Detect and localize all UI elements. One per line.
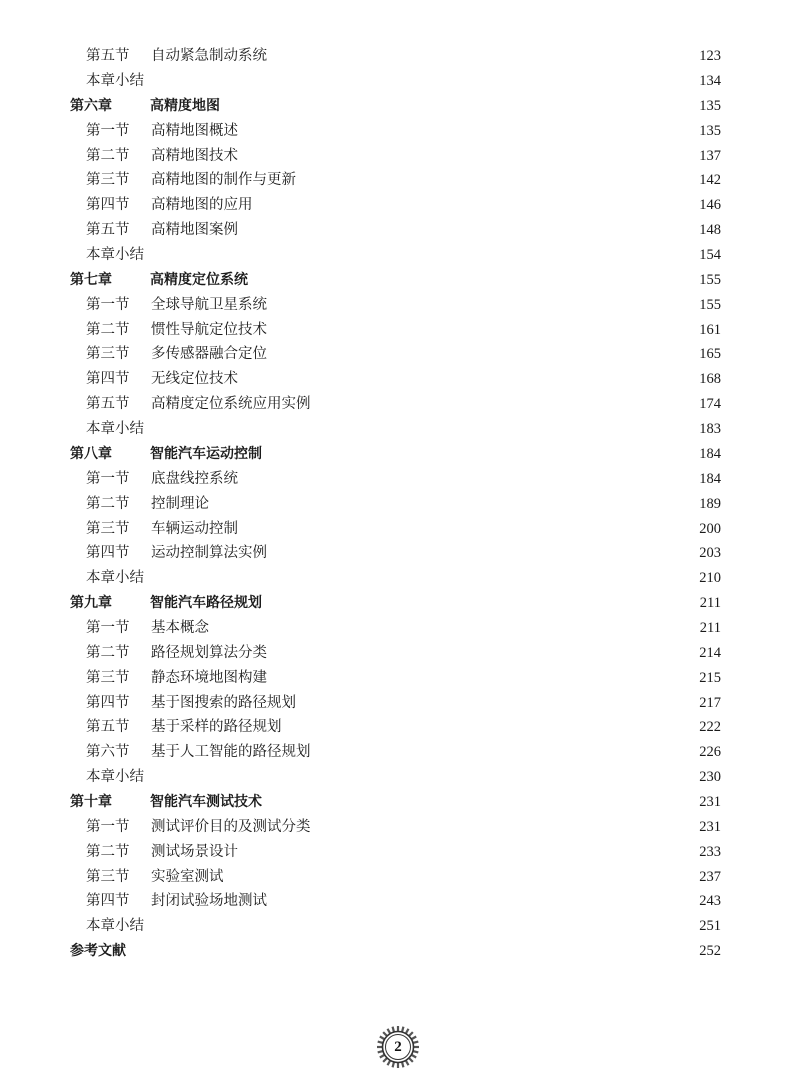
dot-leader	[242, 373, 683, 387]
toc-entry-number: 第三节	[86, 172, 130, 189]
dot-leader	[148, 571, 683, 585]
dot-leader	[242, 124, 683, 138]
toc-entry-label	[86, 770, 144, 785]
toc-entry-title: 本章小结	[86, 73, 144, 90]
toc-page-number: 184	[699, 445, 721, 462]
toc-page-number: 226	[699, 744, 721, 761]
toc-entry-title: 高精度定位系统应用实例	[151, 396, 311, 413]
toc-section-row[interactable]	[0, 193, 790, 218]
toc-entry-label	[70, 99, 220, 113]
dot-leader	[315, 820, 684, 834]
toc-page-number: 243	[699, 893, 721, 910]
toc-section-row[interactable]	[0, 168, 790, 193]
toc-page-number: 203	[699, 545, 721, 562]
dot-leader	[213, 497, 683, 511]
toc-page-number: 211	[699, 595, 721, 612]
dot-leader	[148, 920, 683, 934]
toc-entry-number: 第五节	[86, 48, 130, 65]
toc-page-number: 237	[699, 868, 721, 885]
toc-chapter-row[interactable]	[0, 94, 790, 119]
toc-entry-number: 第一节	[86, 818, 130, 835]
toc-section-row[interactable]	[0, 516, 790, 541]
toc-entry-title: 智能汽车运动控制	[150, 446, 262, 463]
toc-entry-title: 封闭试验场地测试	[151, 893, 267, 910]
toc-section-row[interactable]	[0, 740, 790, 765]
toc-section-row[interactable]	[0, 143, 790, 168]
dot-leader	[286, 721, 684, 735]
toc-section-row[interactable]	[0, 218, 790, 243]
toc-chapter-row[interactable]	[0, 790, 790, 815]
toc-entry-number: 第七章	[70, 272, 112, 289]
toc-section-row[interactable]	[0, 864, 790, 889]
toc-entry-title: 自动紧急制动系统	[151, 48, 267, 65]
toc-entry-title: 智能汽车路径规划	[150, 595, 262, 612]
toc-entry-number: 第二节	[86, 321, 130, 338]
toc-page-number: 210	[699, 570, 721, 587]
toc-entry-title: 静态环境地图构建	[151, 669, 267, 686]
toc-entry-label	[86, 870, 224, 885]
dot-leader	[242, 522, 683, 536]
toc-entry-label	[86, 745, 311, 760]
dot-leader	[315, 397, 684, 411]
toc-section-row[interactable]	[0, 467, 790, 492]
toc-entry-title: 高精地图的制作与更新	[151, 172, 296, 189]
toc-entry-label	[86, 323, 267, 338]
toc-entry-label	[86, 621, 209, 636]
toc-entry-title: 本章小结	[86, 570, 144, 587]
toc-page-number: 252	[699, 943, 721, 960]
toc-entry-number: 第八章	[70, 446, 112, 463]
toc-entry-label	[86, 422, 144, 437]
dot-leader	[228, 870, 684, 884]
toc-entry-number: 第十章	[70, 794, 112, 811]
toc-entry-label	[86, 820, 311, 835]
dot-leader	[224, 99, 683, 113]
toc-section-row[interactable]	[0, 392, 790, 417]
toc-entry-title: 高精度定位系统	[150, 272, 248, 289]
toc-entry-number: 第三节	[86, 868, 130, 885]
toc-entry-number: 第五节	[86, 396, 130, 413]
toc-page-number: 123	[699, 48, 721, 65]
toc-entry-label	[70, 596, 262, 610]
toc-entry-title: 基本概念	[151, 619, 209, 636]
toc-section-row[interactable]	[0, 317, 790, 342]
page-number-badge	[376, 1025, 420, 1069]
toc-page-number: 135	[699, 122, 721, 139]
toc-page-number: 215	[699, 669, 721, 686]
toc-entry-title: 基于人工智能的路径规划	[151, 744, 311, 761]
toc-entry-number: 第六节	[86, 744, 130, 761]
toc-entry-label	[86, 198, 253, 213]
toc-summary-row[interactable]	[0, 243, 790, 268]
toc-entry-label	[86, 919, 144, 934]
toc-references-row[interactable]	[0, 939, 790, 964]
toc-entry-label	[86, 173, 296, 188]
toc-chapter-row[interactable]	[0, 442, 790, 467]
toc-page-number: 217	[699, 694, 721, 711]
toc-section-row[interactable]	[0, 367, 790, 392]
toc-entry-label	[70, 273, 248, 287]
toc-section-row[interactable]	[0, 815, 790, 840]
toc-page-number: 154	[699, 247, 721, 264]
toc-section-row[interactable]	[0, 840, 790, 865]
toc-entry-label	[86, 298, 267, 313]
toc-page-number: 230	[699, 769, 721, 786]
toc-page-number: 214	[699, 644, 721, 661]
toc-entry-label	[86, 49, 267, 64]
toc-summary-row[interactable]	[0, 566, 790, 591]
toc-entry-number: 第二节	[86, 147, 130, 164]
toc-entry-label	[86, 472, 238, 487]
toc-chapter-row[interactable]	[0, 591, 790, 616]
dot-leader	[213, 621, 683, 635]
toc-entry-title: 基于采样的路径规划	[151, 719, 282, 736]
toc-summary-row[interactable]	[0, 417, 790, 442]
toc-page-number: 146	[699, 197, 721, 214]
toc-entry-title: 本章小结	[86, 918, 144, 935]
toc-page-number: 189	[699, 495, 721, 512]
toc-entry-title: 高精地图的应用	[151, 197, 253, 214]
toc-entry-title: 本章小结	[86, 421, 144, 438]
toc-entry-title: 惯性导航定位技术	[151, 321, 267, 338]
toc-entry-label	[86, 223, 238, 238]
toc-page-number: 155	[699, 296, 721, 313]
toc-section-row[interactable]	[0, 641, 790, 666]
toc-entry-label	[86, 646, 267, 661]
toc-entry-label	[86, 894, 267, 909]
table-of-contents	[0, 44, 790, 964]
dot-leader	[271, 547, 683, 561]
toc-entry-title: 底盘线控系统	[151, 470, 238, 487]
toc-page-number: 148	[699, 222, 721, 239]
toc-summary-row[interactable]	[0, 914, 790, 939]
toc-entry-number: 第四节	[86, 893, 130, 910]
dot-leader	[148, 770, 683, 784]
toc-entry-title: 高精度地图	[150, 98, 220, 115]
toc-entry-number: 第三节	[86, 346, 130, 363]
toc-section-row[interactable]	[0, 293, 790, 318]
toc-entry-number: 第四节	[86, 371, 130, 388]
toc-page-number: 165	[699, 346, 721, 363]
toc-entry-label	[86, 372, 238, 387]
toc-entry-number: 第一节	[86, 619, 130, 636]
toc-chapter-row[interactable]	[0, 268, 790, 293]
toc-page-number: 134	[699, 73, 721, 90]
toc-entry-label	[86, 720, 282, 735]
toc-page-number: 142	[699, 172, 721, 189]
toc-entry-title: 无线定位技术	[151, 371, 238, 388]
toc-entry-number: 第五节	[86, 222, 130, 239]
dot-leader	[266, 596, 683, 610]
toc-entry-number: 第四节	[86, 197, 130, 214]
toc-section-row[interactable]	[0, 342, 790, 367]
toc-page-number: 161	[699, 321, 721, 338]
toc-entry-number: 第一节	[86, 122, 130, 139]
toc-page-number: 137	[699, 147, 721, 164]
toc-entry-number: 第五节	[86, 719, 130, 736]
toc-section-row[interactable]	[0, 541, 790, 566]
toc-entry-title: 运动控制算法实例	[151, 545, 267, 562]
toc-entry-title: 多传感器融合定位	[151, 346, 267, 363]
toc-entry-label	[86, 74, 144, 89]
dot-leader	[242, 472, 683, 486]
toc-page-number: 174	[699, 396, 721, 413]
dot-leader	[148, 248, 683, 262]
toc-entry-label	[86, 571, 144, 586]
toc-page-number: 231	[699, 793, 721, 810]
toc-page-number: 211	[699, 619, 721, 636]
toc-entry-label	[86, 497, 209, 512]
dot-leader	[271, 49, 683, 63]
page-number: 2	[394, 1038, 402, 1055]
toc-entry-title: 测试场景设计	[151, 843, 238, 860]
dot-leader	[130, 944, 683, 958]
toc-entry-number: 第一节	[86, 296, 130, 313]
toc-entry-label	[70, 944, 126, 958]
dot-leader	[271, 646, 683, 660]
toc-entry-number: 第一节	[86, 470, 130, 487]
toc-entry-title: 实验室测试	[151, 868, 224, 885]
toc-section-row[interactable]	[0, 44, 790, 69]
toc-section-row[interactable]	[0, 491, 790, 516]
toc-entry-title: 本章小结	[86, 247, 144, 264]
toc-entry-label	[86, 149, 238, 164]
toc-entry-title: 本章小结	[86, 769, 144, 786]
toc-page-number: 200	[699, 520, 721, 537]
toc-entry-title: 控制理论	[151, 495, 209, 512]
toc-entry-title: 测试评价目的及测试分类	[151, 818, 311, 835]
dot-leader	[266, 795, 683, 809]
toc-page-number: 222	[699, 719, 721, 736]
toc-entry-label	[86, 845, 238, 860]
toc-entry-number: 第九章	[70, 595, 112, 612]
toc-page-number: 183	[699, 421, 721, 438]
dot-leader	[300, 696, 683, 710]
toc-page-number: 155	[699, 271, 721, 288]
toc-page-number: 135	[699, 97, 721, 114]
dot-leader	[271, 895, 683, 909]
toc-entry-title: 全球导航卫星系统	[151, 296, 267, 313]
toc-entry-label	[86, 671, 267, 686]
toc-page-number: 233	[699, 843, 721, 860]
toc-entry-title: 高精地图概述	[151, 122, 238, 139]
toc-page-number: 168	[699, 371, 721, 388]
toc-entry-label	[86, 347, 267, 362]
toc-section-row[interactable]	[0, 119, 790, 144]
toc-entry-title: 基于图搜索的路径规划	[151, 694, 296, 711]
dot-leader	[271, 323, 683, 337]
toc-entry-title: 高精地图案例	[151, 222, 238, 239]
toc-page-number: 231	[699, 818, 721, 835]
dot-leader	[315, 745, 684, 759]
dot-leader	[300, 174, 683, 188]
toc-section-row[interactable]	[0, 889, 790, 914]
dot-leader	[271, 671, 683, 685]
toc-summary-row[interactable]	[0, 765, 790, 790]
toc-entry-label	[86, 248, 144, 263]
dot-leader	[242, 845, 683, 859]
dot-leader	[271, 298, 683, 312]
toc-entry-number: 第二节	[86, 843, 130, 860]
toc-entry-number: 第四节	[86, 694, 130, 711]
dot-leader	[242, 223, 683, 237]
toc-page-number: 184	[699, 470, 721, 487]
toc-section-row[interactable]	[0, 665, 790, 690]
dot-leader	[252, 273, 683, 287]
dot-leader	[266, 447, 683, 461]
toc-entry-number: 第二节	[86, 495, 130, 512]
toc-entry-label	[86, 546, 267, 561]
dot-leader	[148, 422, 683, 436]
toc-section-row[interactable]	[0, 690, 790, 715]
toc-section-row[interactable]	[0, 616, 790, 641]
toc-entry-title: 参考文献	[70, 943, 126, 960]
dot-leader	[148, 74, 683, 88]
toc-entry-title: 高精地图技术	[151, 147, 238, 164]
toc-entry-label	[86, 397, 311, 412]
toc-section-row[interactable]	[0, 715, 790, 740]
toc-entry-number: 第六章	[70, 98, 112, 115]
dot-leader	[271, 348, 683, 362]
toc-entry-number: 第三节	[86, 520, 130, 537]
toc-entry-title: 路径规划算法分类	[151, 644, 267, 661]
toc-entry-label	[70, 795, 262, 809]
toc-entry-label	[86, 522, 238, 537]
toc-summary-row[interactable]	[0, 69, 790, 94]
toc-entry-number: 第四节	[86, 545, 130, 562]
dot-leader	[257, 199, 684, 213]
dot-leader	[242, 149, 683, 163]
toc-entry-number: 第三节	[86, 669, 130, 686]
toc-entry-title: 车辆运动控制	[151, 520, 238, 537]
toc-entry-number: 第二节	[86, 644, 130, 661]
toc-entry-label	[86, 696, 296, 711]
toc-page-number: 251	[699, 918, 721, 935]
toc-entry-label	[86, 124, 238, 139]
toc-entry-label	[70, 447, 262, 461]
toc-entry-title: 智能汽车测试技术	[150, 794, 262, 811]
